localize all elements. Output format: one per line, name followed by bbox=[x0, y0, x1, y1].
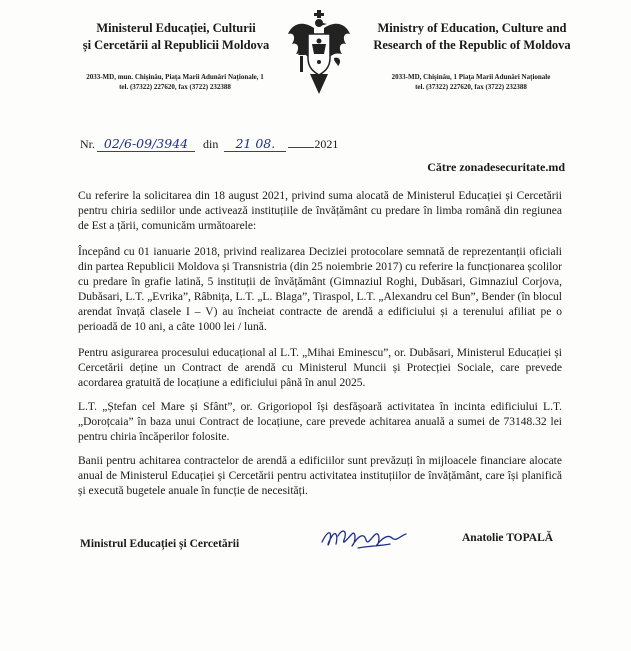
reference-line bbox=[80, 136, 338, 152]
nr-label: Nr. bbox=[80, 137, 95, 151]
paragraph-3: Pentru asigurarea procesului educațional al L.T. „Mihai Eminescu”, or. Dubăsari, Ministerul Educației și Cercetării deține un Contract de arendă cu Ministerul Muncii și Protecției Sociale, care prevede acordarea gratuită de locațiune a edificiului până în anul 2025. bbox=[78, 347, 562, 389]
paragraph-2: Începând cu 01 ianuarie 2018, privind realizarea Deciziei protocolare semnată de reprezentanții oficiali din partea Republicii Moldova și Transnistria (din 25 noiembrie 2017) cu referire la funcționarea școlilor cu predare în grafie latină, 5 instituții de învățământ (Gimnaziul Roghi, Dubăsari, Gimnaziul Corjova, Dubăsari, L.T. „Evrika”, Râbnița, L.T. „L. Blaga”, Tiraspol, L.T. „Alexandru cel Bun”, Bender (în blocul arendat învață clasele I – V) au încheiat contracte de arendă a edificiului și a terenului afiliat pe o perioadă de 10 ani, a câte 1000 lei / lună. bbox=[78, 246, 562, 333]
ministry-address-en bbox=[358, 72, 584, 92]
paragraph-1: Cu referire la solicitarea din 18 august 2021, privind suma alocată de Ministerul Educației și Cercetării pentru chiria sediilor unde activează instituțiile de învățământ cu predare în limba română din regiunea de Est a țării, comunicăm următoarele: bbox=[78, 190, 562, 232]
signatory-name: Anatolie TOPALĂ bbox=[462, 532, 554, 544]
coat-of-arms-icon bbox=[286, 10, 352, 96]
paragraph-4: L.T. „Ștefan cel Mare și Sfânt”, or. Grigoriopol își desfășoară activitatea în incinta edificiului L.T. „Doroțcaia” în baza unui Contract de locațiune, care prevede achitarea anuală a sumei de 73148.32 lei pentru chiria încăperilor folosite. bbox=[78, 401, 562, 443]
ministry-name-ro-line1: Ministerul Educației, Culturii bbox=[96, 21, 256, 35]
signatory-title: Ministrul Educației și Cercetării bbox=[80, 538, 240, 550]
recipient: Către zonadesecuritate.md bbox=[427, 160, 565, 174]
ministry-name-en bbox=[362, 20, 582, 54]
phone-en: tel. (37322) 227620, fax (3722) 232388 bbox=[415, 83, 527, 91]
din-label: din bbox=[203, 137, 219, 151]
letter-body bbox=[78, 189, 562, 508]
reference-year: 2021 bbox=[314, 137, 339, 151]
address-en: 2033-MD, Chișinău, 1 Piața Marii Adunări Naționale bbox=[391, 73, 551, 81]
reference-number: 02/6-09/3944 bbox=[97, 136, 195, 152]
paragraph-5: Banii pentru achitarea contractelor de arendă a edificiilor sunt prevăzuți în mijloacele financiare alocate anual de Ministerul Educației și Cercetării pentru activitatea instituțiilor de învățământ, care își planifică și execută bugetele anuale în funcție de necesități. bbox=[78, 455, 562, 497]
ministry-name-en-line1: Ministry of Education, Culture and bbox=[377, 21, 567, 35]
ministry-name-ro bbox=[66, 20, 286, 54]
reference-date: 21 08. bbox=[224, 136, 286, 152]
date-underline bbox=[288, 147, 314, 148]
ministry-address-ro bbox=[62, 72, 288, 92]
phone-ro: tel. (37322) 227620, fax (3722) 232388 bbox=[119, 83, 231, 91]
ministry-name-ro-line2: și Cercetării al Republicii Moldova bbox=[82, 38, 270, 52]
ministry-name-en-line2: Research of the Republic of Moldova bbox=[373, 38, 571, 52]
handwritten-signature bbox=[318, 522, 414, 554]
address-ro: 2033-MD, mun. Chișinău, Piața Marii Adunări Naționale, 1 bbox=[86, 73, 264, 81]
